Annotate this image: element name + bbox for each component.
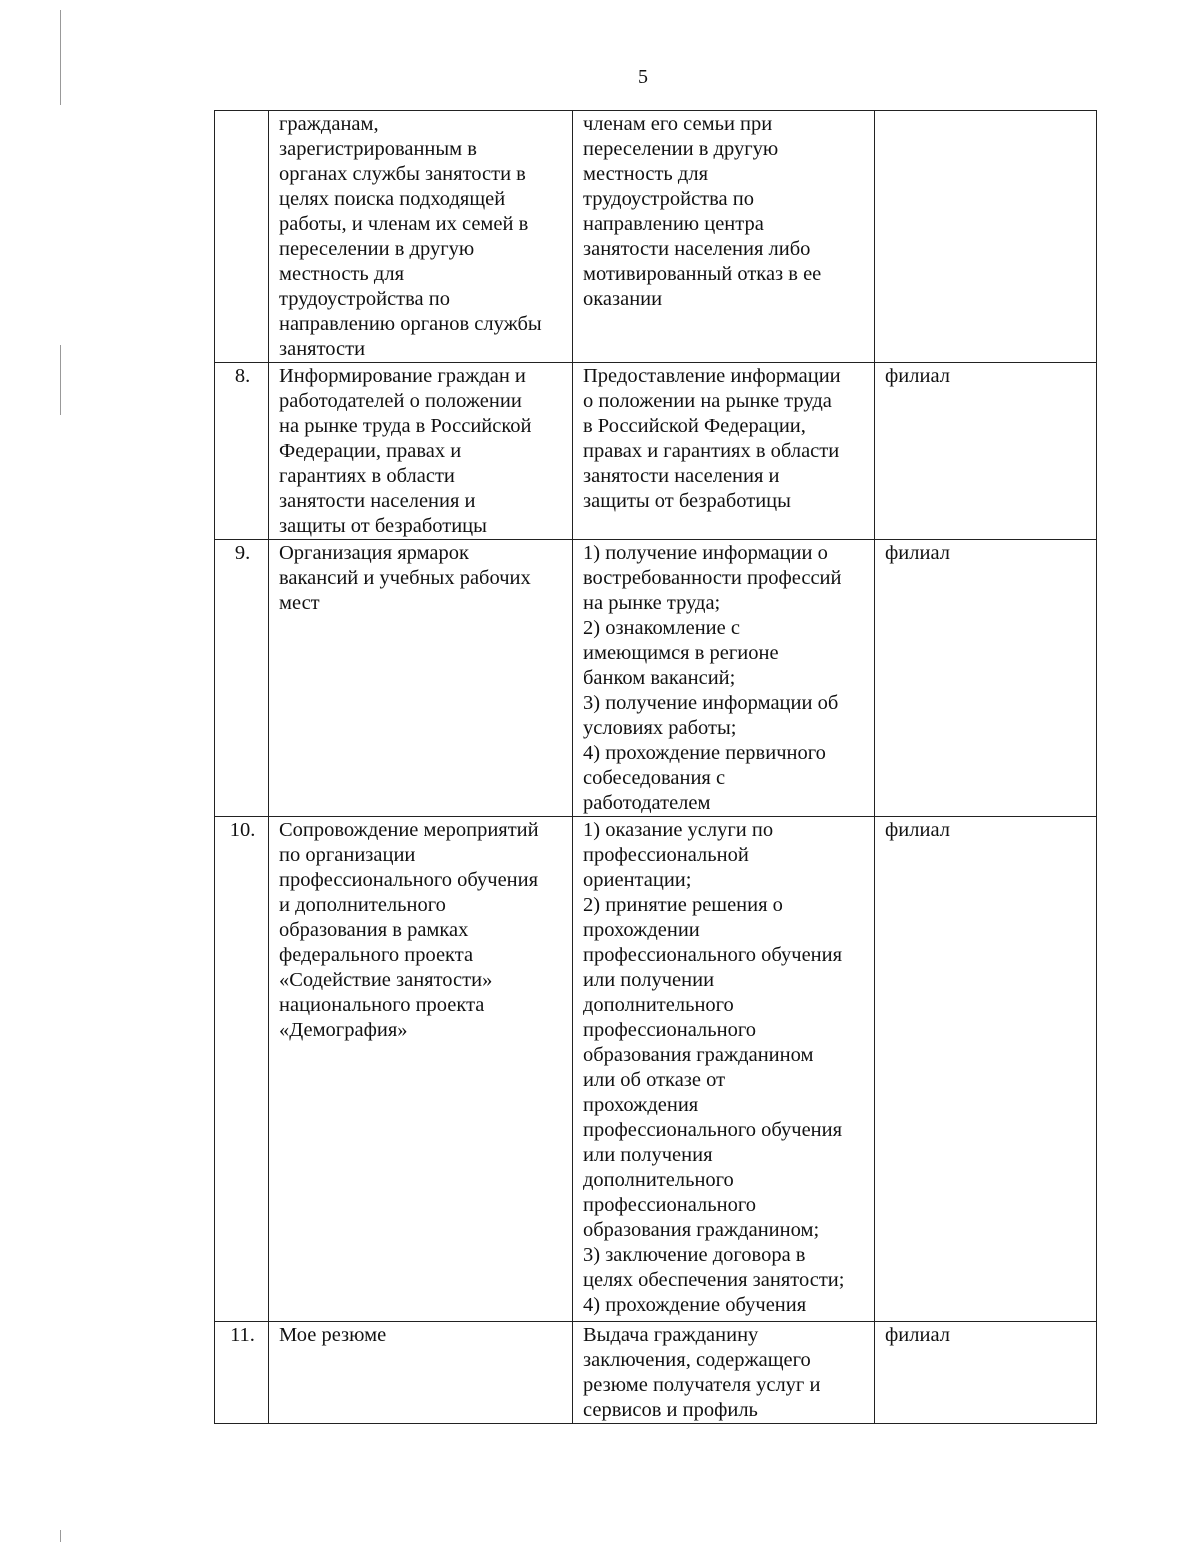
table-row	[215, 1322, 1097, 1424]
service-name-text: Сопровождение мероприятий по организации профессионального обучения и дополнительного образования в рамках федерального проекта «Содействие занятости» национального проекта «Демография»	[279, 819, 539, 1041]
row-number-cell: 11.	[215, 1322, 269, 1424]
scan-margin-mark	[60, 345, 61, 415]
executor-cell: филиал	[875, 363, 1097, 540]
service-result-cell	[573, 540, 875, 817]
service-name-text: Информирование граждан и работодателей о положении на рынке труда в Российской Федерации, правах и гарантиях в области занятости населения и защиты от безработицы	[279, 365, 532, 537]
scan-margin-mark	[60, 10, 61, 105]
service-name-cell	[269, 363, 573, 540]
service-result-cell	[573, 111, 875, 363]
service-name-text: гражданам, зарегистрированным в органах службы занятости в целях поиска подходящей работы, и членам их семей в переселении в другую местность для трудоустройства по направлению органов службы занятости	[279, 113, 542, 360]
service-result-text: Выдача гражданину заключения, содержащего резюме получателя услуг и сервисов и профиль	[583, 1324, 821, 1421]
row-number-cell: 10.	[215, 817, 269, 1322]
service-name-cell	[269, 1322, 573, 1424]
service-name-text: Мое резюме	[279, 1324, 387, 1346]
service-result-cell	[573, 1322, 875, 1424]
service-name-cell	[269, 817, 573, 1322]
scan-margin-mark	[60, 1530, 61, 1542]
service-result-text: 1) оказание услуги по профессиональной ориентации; 2) принятие решения о прохождении профессионального обучения или получении дополнительного профессионального образования гражданином или об отказе от прохождения профессионального обучения или получения дополнительного профессионального образования гражданином; 3) заключение договора в целях обеспечения занятости; 4) прохождение обучения	[583, 819, 845, 1316]
table-row	[215, 111, 1097, 363]
service-name-cell	[269, 111, 573, 363]
row-number-cell	[215, 111, 269, 363]
services-table	[214, 110, 1097, 1424]
service-result-text: Предоставление информации о положении на рынке труда в Российской Федерации, правах и гарантиях в области занятости населения и защиты от безработицы	[583, 365, 841, 512]
page-number: 5	[638, 66, 648, 88]
executor-cell: филиал	[875, 1322, 1097, 1424]
service-result-cell	[573, 817, 875, 1322]
service-result-cell	[573, 363, 875, 540]
service-result-text: членам его семьи при переселении в другую местность для трудоустройства по направлению центра занятости населения либо мотивированный отказ в ее оказании	[583, 113, 822, 310]
executor-cell: филиал	[875, 540, 1097, 817]
service-name-cell	[269, 540, 573, 817]
table-row	[215, 817, 1097, 1322]
table-row	[215, 540, 1097, 817]
executor-cell: филиал	[875, 817, 1097, 1322]
row-number-cell: 9.	[215, 540, 269, 817]
table-row	[215, 363, 1097, 540]
service-name-text: Организация ярмарок вакансий и учебных рабочих мест	[279, 542, 531, 614]
executor-cell	[875, 111, 1097, 363]
service-result-text: 1) получение информации о востребованности профессий на рынке труда; 2) ознакомление с имеющимся в регионе банком вакансий; 3) получение информации об условиях работы; 4) прохождение первичного собеседования с работодателем	[583, 542, 842, 814]
row-number-cell: 8.	[215, 363, 269, 540]
